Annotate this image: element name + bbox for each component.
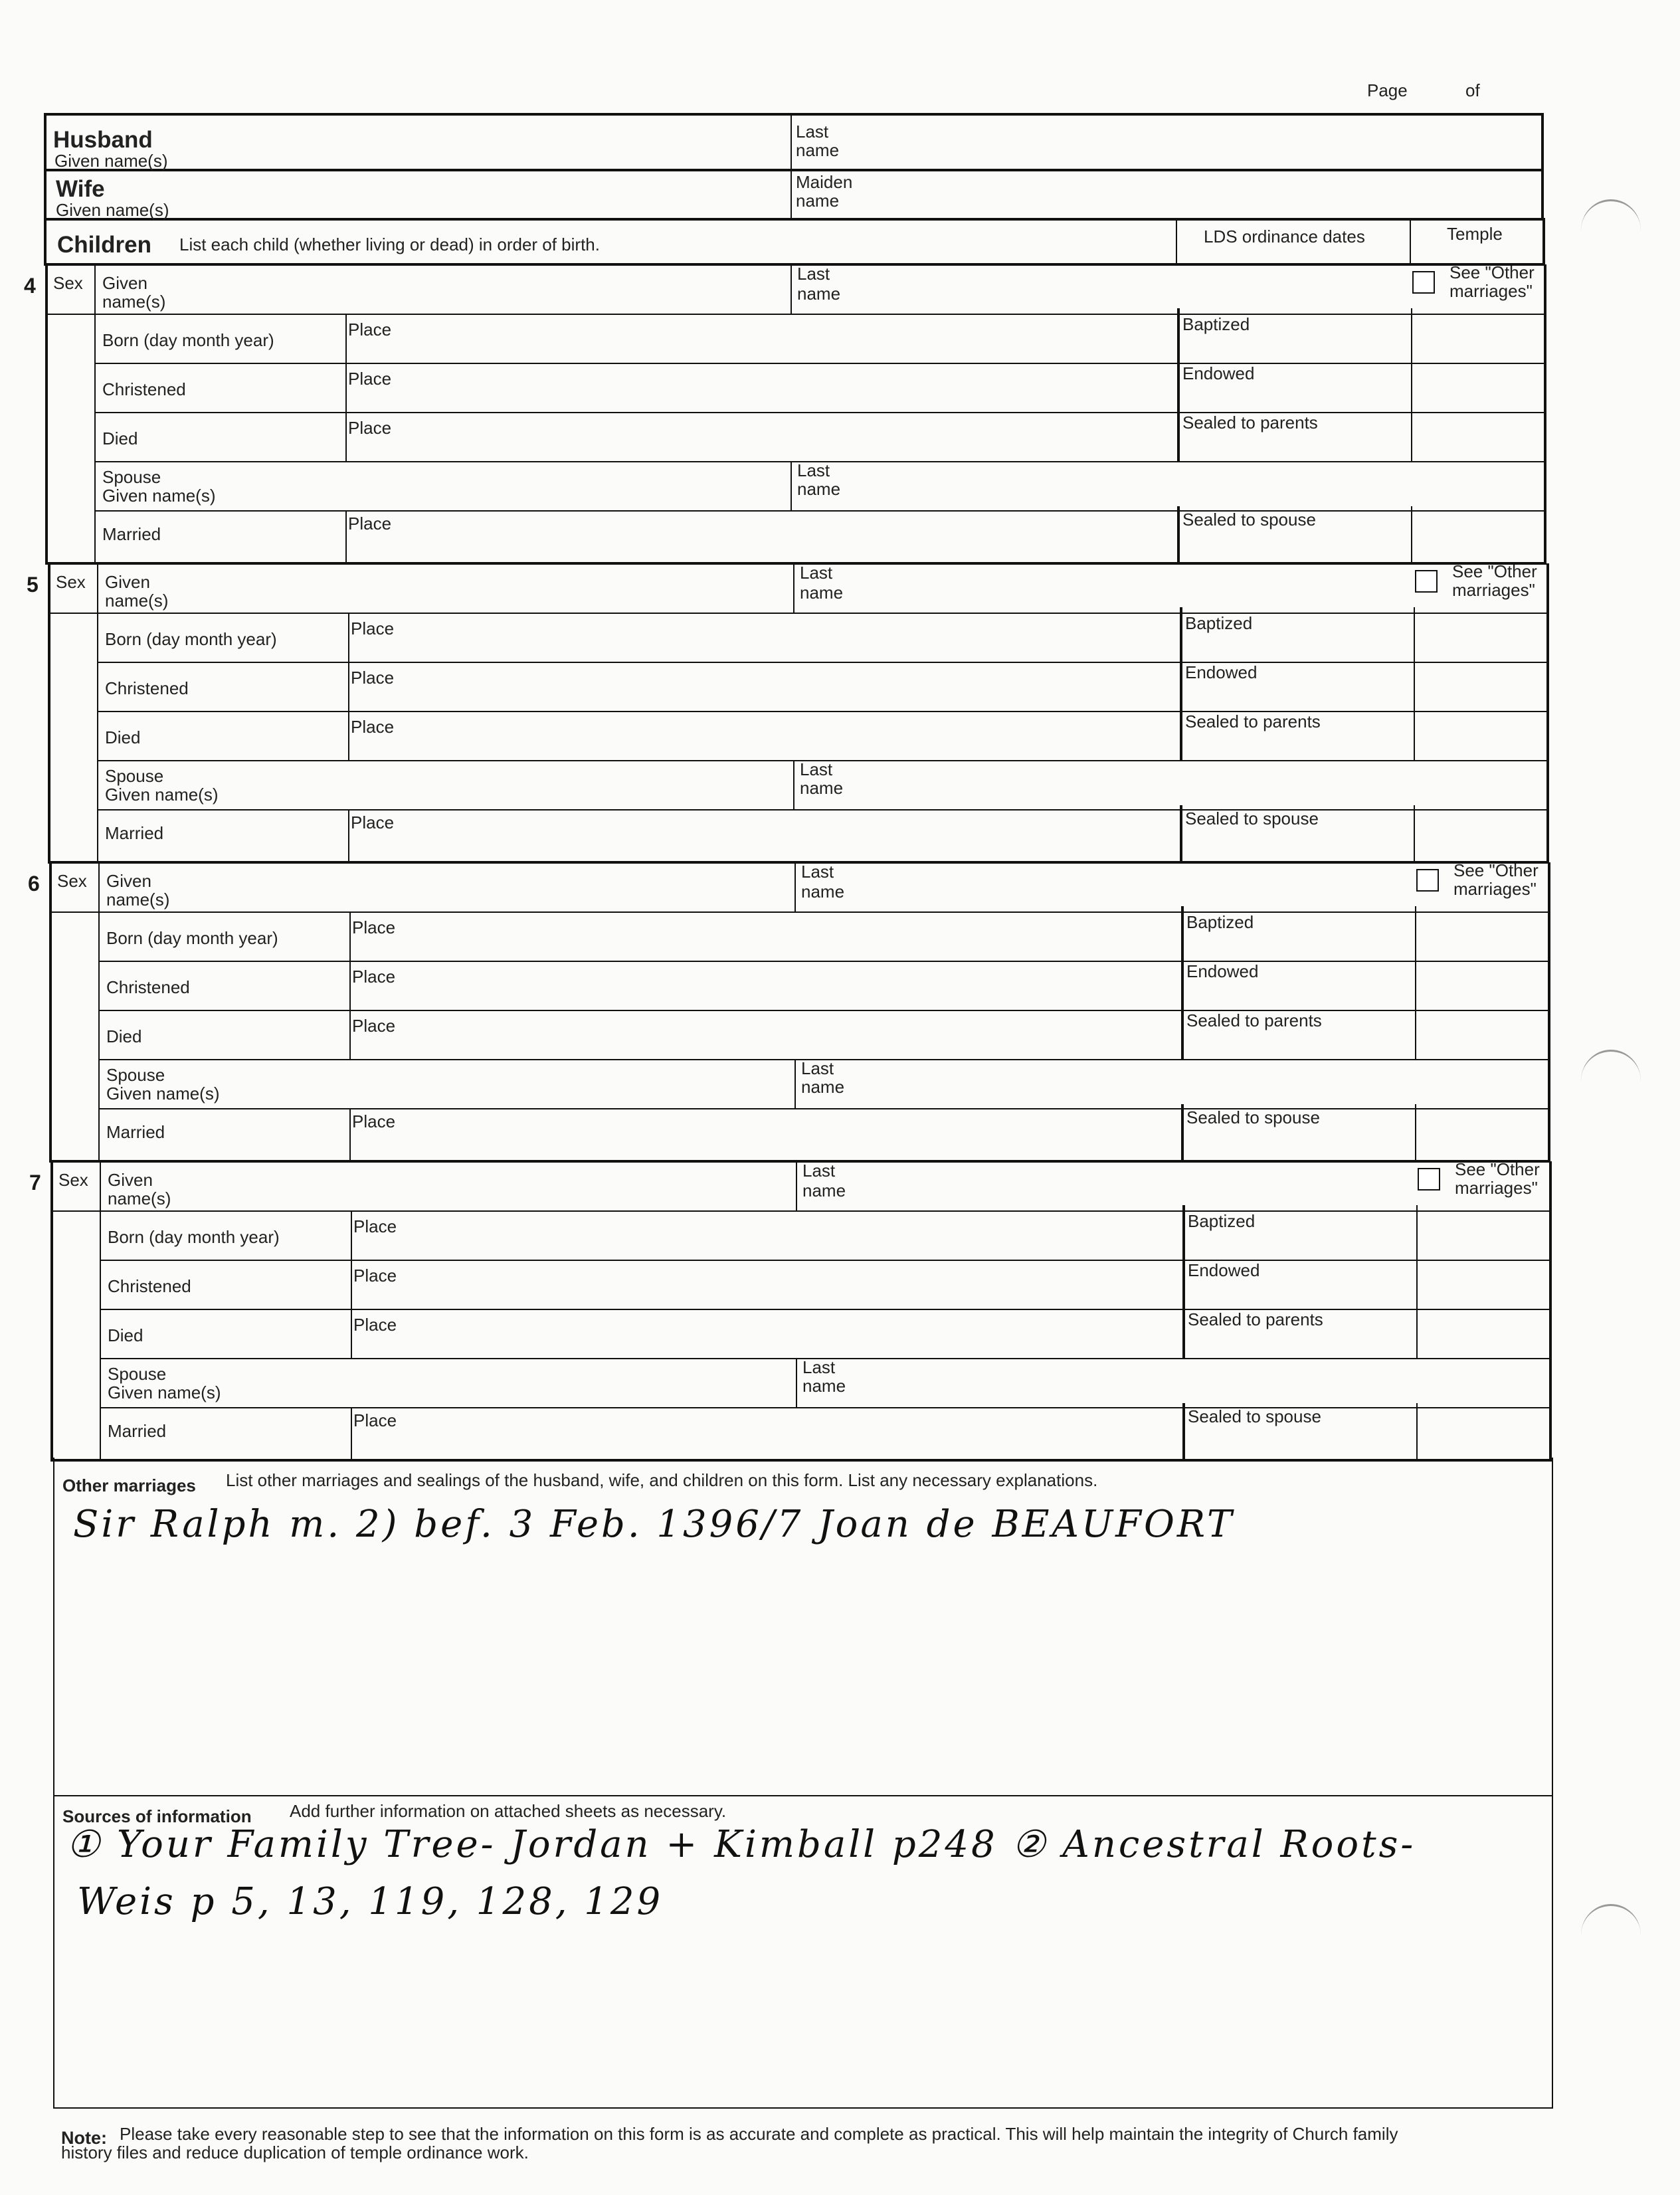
married-label: Married [108,1421,167,1441]
christened-label: Christened [102,379,186,399]
sex-bottom [50,1210,101,1212]
spouse-given-label: Given name(s) [102,486,216,506]
born-row-bottom [98,961,1549,962]
given-sub-label: name(s) [106,890,170,909]
child-number: 4 [24,274,36,298]
given-last-divider [793,563,794,613]
given-last-divider [796,1161,797,1210]
sealed-spouse-label: Sealed to spouse [1186,1107,1320,1127]
ordinance-divider [1177,308,1180,462]
christened-row-bottom [97,711,1548,712]
child-bottom-rule [48,861,1549,864]
see-other-label-2: marriages" [1449,281,1533,301]
last-name-label: name [797,284,841,304]
married-ordinance-divider [1181,1104,1184,1161]
born-place-label: Place [352,917,396,937]
temple-divider [1416,1205,1418,1359]
spouse-given-label: Given name(s) [106,1084,220,1103]
christened-row-bottom [94,412,1545,413]
wife-given-label: Given name(s) [56,200,169,220]
sources-instruction: Add further information on attached sheets as necessary. [290,1801,727,1821]
married-temple-divider [1414,805,1415,862]
spouse-last-divider [794,1059,796,1108]
note-label: Note: [61,2128,107,2148]
christened-ordinance-label: Endowed [1185,662,1258,682]
given-row-bottom [98,911,1549,913]
married-ordinance-divider [1182,1403,1185,1460]
sex-label: Sex [53,273,83,293]
christened-place-label: Place [351,668,395,688]
married-place-divider [345,510,347,563]
other-marriages-checkbox [1412,271,1435,294]
sources-handwritten-line1: ① Your Family Tree- Jordan + Kimball p248 ② Ancestral Roots- [66,1823,1416,1866]
lower-left-border [53,1458,54,2109]
christened-place-label: Place [352,967,396,987]
spouse-given-label: Given name(s) [108,1383,221,1402]
sex-bottom [49,911,100,913]
see-other-label-1: See "Other [1449,262,1535,282]
sealed-spouse-label: Sealed to spouse [1182,510,1316,529]
married-place-label: Place [352,1111,396,1131]
see-other-label-2: marriages" [1455,1178,1538,1198]
spouse-given-label: Given name(s) [105,785,219,805]
sex-divider [94,264,96,563]
married-place-label: Place [351,812,395,832]
children-header-lds-divider [1176,218,1177,264]
born-label: Born (day month year) [106,928,278,948]
died-ordinance-label: Sealed to parents [1185,712,1321,731]
page-label: Page [1367,80,1408,100]
husband-label: Husband [53,127,153,153]
spouse-last-name-label: name [800,778,844,798]
child-number: 5 [27,573,39,597]
christened-label: Christened [108,1276,191,1296]
see-other-label-1: See "Other [1452,561,1537,581]
spouse-row-bottom [97,809,1548,811]
child-number: 6 [28,872,40,896]
sources-bottom-rule [53,2107,1553,2109]
sex-bottom [48,613,98,614]
other-marriages-checkbox [1416,869,1439,892]
husband-name-label: name [796,140,840,160]
given-last-divider [791,264,792,314]
page-of-label: of [1465,80,1480,100]
sex-divider [97,563,98,862]
christened-ordinance-label: Endowed [1186,961,1259,981]
born-row-bottom [94,363,1545,364]
born-label: Born (day month year) [108,1227,280,1247]
binder-hole-bottom [1581,1904,1641,1966]
spouse-label: Spouse [102,467,161,487]
children-header-left [44,218,47,264]
child-left-border [48,563,50,862]
married-ordinance-divider [1177,506,1180,563]
last-label: Last [797,264,830,284]
sex-label: Sex [58,1170,88,1190]
child-right-border [1548,862,1550,1161]
spouse-last-name-label: name [797,479,841,499]
husband-bottom-rule [44,169,1542,171]
ordinance-divider [1181,906,1184,1060]
children-header-bottom [44,263,1544,266]
binder-hole-top [1581,199,1641,261]
given-label: Given [106,871,151,891]
last-name-label: name [802,1181,846,1200]
spouse-row-bottom [98,1108,1549,1109]
spouse-last-divider [793,760,794,809]
died-place-label: Place [353,1315,397,1335]
given-sub-label: name(s) [102,292,166,312]
married-temple-divider [1416,1403,1418,1460]
parents-right-border [1541,113,1544,219]
given-label: Given [105,572,150,592]
lds-ordinance-dates-label: LDS ordinance dates [1204,227,1365,246]
top-rule [44,113,1542,116]
spouse-label: Spouse [108,1364,167,1384]
child-right-border [1544,264,1546,563]
married-label: Married [102,524,161,544]
last-label: Last [801,862,834,882]
spouse-last-name-label: name [802,1376,846,1396]
died-place-label: Place [348,418,392,438]
parents-left-border [44,113,47,219]
born-ordinance-label: Baptized [1186,912,1254,932]
husband-given-label: Given name(s) [54,151,168,171]
last-label: Last [800,563,833,583]
child-right-border [1546,563,1549,862]
christened-row-bottom [98,1010,1549,1011]
last-label: Last [802,1161,836,1181]
died-ordinance-label: Sealed to parents [1186,1010,1322,1030]
wife-label: Wife [56,176,105,202]
given-last-divider [794,862,796,911]
born-row-bottom [100,1260,1550,1261]
spouse-row-bottom [100,1407,1550,1408]
last-name-label: name [800,583,844,603]
wife-maiden-label: Maiden [796,172,853,192]
binder-hole-middle [1581,1050,1641,1111]
married-ordinance-divider [1180,805,1182,862]
sealed-spouse-label: Sealed to spouse [1185,809,1319,828]
married-place-divider [351,1407,352,1460]
ordinance-divider [1182,1205,1185,1359]
married-temple-divider [1411,506,1412,563]
spouse-last-name-label: name [801,1077,845,1097]
given-row-bottom [97,613,1548,614]
died-label: Died [105,727,141,747]
born-ordinance-label: Baptized [1188,1211,1256,1231]
sources-handwritten-line2: Weis p 5, 13, 119, 128, 129 [77,1880,664,1923]
married-place-divider [349,1108,351,1161]
see-other-label-2: marriages" [1452,580,1535,600]
married-label: Married [106,1122,165,1142]
died-place-label: Place [352,1016,396,1036]
given-label: Given [108,1170,153,1190]
spouse-last-label: Last [800,759,833,779]
married-label: Married [105,823,164,843]
spouse-last-label: Last [801,1058,834,1078]
died-place-label: Place [351,717,395,737]
born-place-label: Place [353,1216,397,1236]
child-left-border [50,1161,53,1460]
spouse-row-bottom [94,510,1545,512]
other-marriages-title: Other marriages [62,1476,196,1495]
child-bottom-rule [49,1160,1550,1163]
note-line2: history files and reduce duplication of temple ordinance work. [61,2143,529,2162]
died-ordinance-label: Sealed to parents [1188,1309,1323,1329]
spouse-last-label: Last [797,460,830,480]
born-ordinance-label: Baptized [1185,613,1253,633]
temple-divider [1414,607,1415,761]
married-place-label: Place [353,1410,397,1430]
given-row-bottom [94,314,1545,315]
sex-divider [100,1161,101,1460]
place-divider [348,613,349,760]
married-place-label: Place [348,514,392,533]
other-marriages-checkbox [1415,570,1438,593]
other-marriages-checkbox [1418,1168,1440,1191]
born-row-bottom [97,662,1548,663]
sex-label: Sex [56,572,86,592]
parents-divider [791,113,792,219]
place-divider [349,911,351,1059]
born-label: Born (day month year) [102,330,274,350]
see-other-label-1: See "Other [1455,1159,1540,1179]
other-marriages-handwritten: Sir Ralph m. 2) bef. 3 Feb. 1396/7 Joan de BEAUFORT [73,1503,1235,1546]
spouse-label: Spouse [105,766,164,786]
married-temple-divider [1415,1104,1416,1161]
wife-maiden-name-label: name [796,191,840,211]
child-right-border [1549,1161,1552,1460]
given-row-bottom [100,1210,1550,1212]
christened-ordinance-label: Endowed [1182,363,1255,383]
children-title: Children [57,232,151,258]
last-name-label: name [801,882,845,902]
christened-label: Christened [105,678,189,698]
sources-title: Sources of information [62,1806,252,1826]
died-label: Died [102,429,138,448]
husband-last-label: Last [796,122,829,142]
given-sub-label: name(s) [105,591,169,611]
spouse-last-divider [791,461,792,510]
married-place-divider [348,809,349,862]
temple-divider [1411,308,1412,462]
sex-divider [98,862,100,1161]
child-left-border [45,264,48,563]
child-bottom-rule [50,1459,1552,1462]
place-divider [345,314,347,461]
christened-row-bottom [100,1309,1550,1310]
wife-bottom-rule [44,218,1542,221]
child-number: 7 [29,1171,41,1194]
spouse-last-label: Last [802,1357,836,1377]
children-header-right [1542,218,1545,264]
sources-top-rule [53,1795,1553,1796]
see-other-label-2: marriages" [1453,879,1537,899]
born-place-label: Place [351,619,395,638]
christened-place-label: Place [348,369,392,389]
child-bottom-rule [45,562,1546,565]
see-other-label-1: See "Other [1453,860,1539,880]
children-instruction: List each child (whether living or dead) in order of birth. [179,235,600,254]
born-label: Born (day month year) [105,629,277,649]
given-label: Given [102,273,147,293]
died-label: Died [108,1325,143,1345]
christened-place-label: Place [353,1266,397,1286]
other-marriages-instruction: List other marriages and sealings of the husband, wife, and children on this form. List any necessary explanations. [226,1470,1098,1490]
spouse-label: Spouse [106,1065,165,1085]
ordinance-divider [1180,607,1182,761]
sealed-spouse-label: Sealed to spouse [1188,1406,1321,1426]
temple-label: Temple [1447,224,1503,244]
temple-divider [1415,906,1416,1060]
note-line1: Please take every reasonable step to see that the information on this form is as accurate and complete as practical. This will help maintain the integrity of Church family [120,2124,1398,2144]
sex-label: Sex [57,871,87,891]
born-place-label: Place [348,320,392,339]
child-left-border [49,862,52,1161]
place-divider [351,1210,352,1358]
christened-label: Christened [106,977,190,997]
christened-ordinance-label: Endowed [1188,1260,1260,1280]
spouse-last-divider [796,1358,797,1407]
children-header-temple-divider [1410,218,1411,264]
born-ordinance-label: Baptized [1182,314,1250,334]
lower-right-border [1552,1458,1553,2109]
died-label: Died [106,1026,142,1046]
given-sub-label: name(s) [108,1189,171,1208]
sex-bottom [45,314,96,315]
died-ordinance-label: Sealed to parents [1182,413,1318,432]
